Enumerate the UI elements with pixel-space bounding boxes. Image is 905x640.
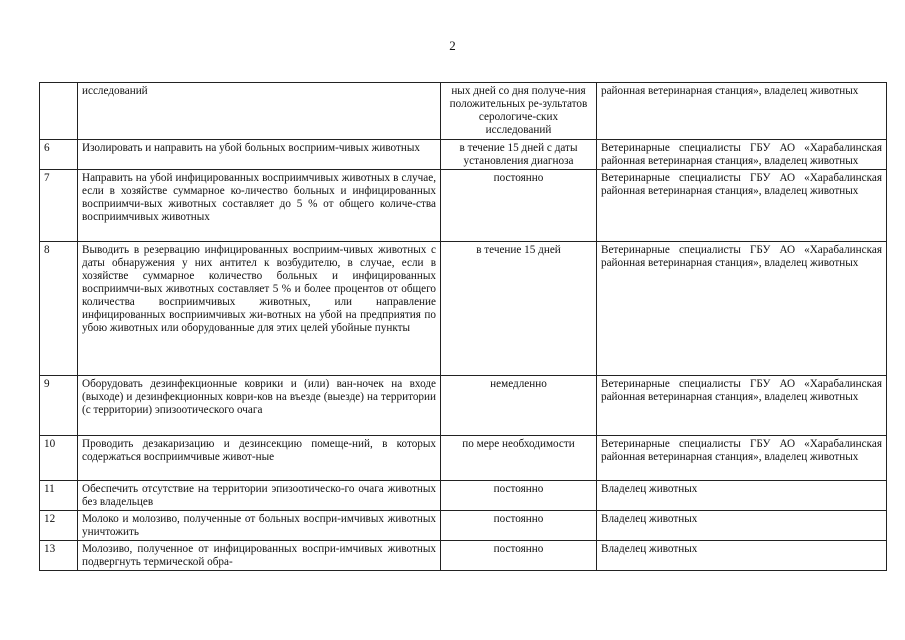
row-term: по мере необходимости [441,436,597,481]
row-term: постоянно [441,170,597,242]
table-row [40,511,887,541]
row-action: Молоко и молозиво, полученные от больных воспри-имчивых животных уничтожить [78,511,441,541]
measures-table [39,82,887,571]
row-term: постоянно [441,541,597,571]
row-responsible: Владелец животных [597,511,887,541]
row-action: Молозиво, полученное от инфицированных воспри-имчивых животных подвергнуть термической обра- [78,541,441,571]
table-row [40,436,887,481]
row-term: постоянно [441,481,597,511]
row-responsible: Ветеринарные специалисты ГБУ АО «Харабалинская районная ветеринарная станция», владелец животных [597,376,887,436]
row-term: в течение 15 дней с даты установления диагноза [441,140,597,170]
row-term: немедленно [441,376,597,436]
table-row [40,140,887,170]
row-number: 12 [40,511,78,541]
page-number: 2 [449,38,456,53]
row-number [40,83,78,140]
row-responsible: Ветеринарные специалисты ГБУ АО «Харабалинская районная ветеринарная станция», владелец животных [597,436,887,481]
row-number: 11 [40,481,78,511]
row-responsible: Владелец животных [597,481,887,511]
row-responsible: Ветеринарные специалисты ГБУ АО «Харабалинская районная ветеринарная станция», владелец животных [597,140,887,170]
row-action: Изолировать и направить на убой больных восприим-чивых животных [78,140,441,170]
row-action: исследований [78,83,441,140]
row-number: 13 [40,541,78,571]
row-action: Выводить в резервацию инфицированных восприим-чивых животных с даты обнаружения у них антител к возбудителю, в случае, если в хозяйстве суммарное количество больных и инфицированных восприимчи-вых животных составляет 5 % и более процентов от общего количества восприимчивых животных, или направление инфицированных восприимчивых жи-вотных на убой на предприятия по убою животных или оборудованные для этих целей убойные пункты [78,242,441,376]
row-action: Проводить дезакаризацию и дезинсекцию помеще-ний, в которых содержаться восприимчивые живот-ные [78,436,441,481]
table-row [40,541,887,571]
row-term: в течение 15 дней [441,242,597,376]
table-row [40,170,887,242]
table-row [40,83,887,140]
row-responsible: районная ветеринарная станция», владелец животных [597,83,887,140]
table-row [40,242,887,376]
row-action: Направить на убой инфицированных восприимчивых животных в случае, если в хозяйстве суммарное ко-личество больных и инфицированных восприимчи-вых животных составляет до 5 % от общего количе-ства восприимчивых животных [78,170,441,242]
row-term: постоянно [441,511,597,541]
row-responsible: Ветеринарные специалисты ГБУ АО «Харабалинская районная ветеринарная станция», владелец животных [597,242,887,376]
row-number: 6 [40,140,78,170]
table-row [40,376,887,436]
row-number: 7 [40,170,78,242]
row-number: 9 [40,376,78,436]
row-action: Обеспечить отсутствие на территории эпизоотическо-го очага животных без владельцев [78,481,441,511]
row-action: Оборудовать дезинфекционные коврики и (или) ван-ночек на входе (выходе) и дезинфекционных коври-ков на въезде (выезде) на территории (с территории) эпизоотического очага [78,376,441,436]
row-number: 10 [40,436,78,481]
row-responsible: Ветеринарные специалисты ГБУ АО «Харабалинская районная ветеринарная станция», владелец животных [597,170,887,242]
row-term: ных дней со дня получе-ния положительных ре-зультатов серологиче-ских исследований [441,83,597,140]
table-row [40,481,887,511]
row-number: 8 [40,242,78,376]
row-responsible: Владелец животных [597,541,887,571]
